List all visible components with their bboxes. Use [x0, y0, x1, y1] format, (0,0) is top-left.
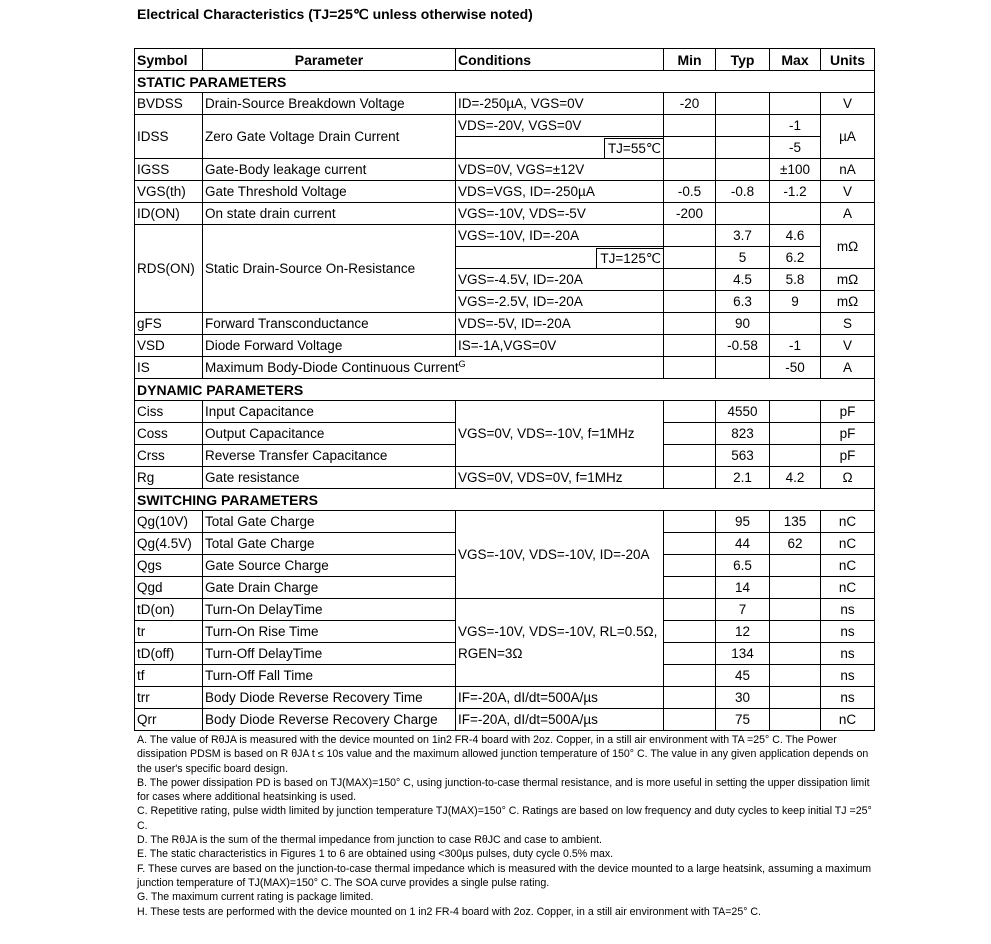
parameter-cell: Gate Threshold Voltage	[203, 181, 456, 203]
symbol-cell: gFS	[135, 313, 203, 335]
symbol-cell: BVDSS	[135, 93, 203, 115]
typ-cell: 823	[716, 423, 770, 445]
table-row	[135, 687, 875, 709]
max-cell: -1	[770, 115, 821, 137]
unit-cell: ns	[821, 665, 875, 687]
max-cell: 9	[770, 291, 821, 313]
table-row	[135, 401, 875, 423]
parameter-cell: On state drain current	[203, 203, 456, 225]
symbol-cell: Ciss	[135, 401, 203, 423]
table-row	[135, 335, 875, 357]
parameter-cell: Gate Drain Charge	[203, 577, 456, 599]
symbol-cell: tD(off)	[135, 643, 203, 665]
max-cell	[770, 93, 821, 115]
page-title: Electrical Characteristics (TJ=25℃ unless otherwise noted)	[137, 6, 533, 22]
table-row	[135, 599, 875, 621]
parameter-cell: Gate Source Charge	[203, 555, 456, 577]
table-row	[135, 159, 875, 181]
table-row	[135, 115, 875, 137]
header-units: Units	[821, 49, 875, 71]
parameter-cell: Zero Gate Voltage Drain Current	[203, 115, 456, 159]
unit-cell: V	[821, 181, 875, 203]
switch-condition-line2: RGEN=3Ω	[458, 645, 523, 661]
typ-cell: 30	[716, 687, 770, 709]
typ-cell: 45	[716, 665, 770, 687]
parameter-cell: Output Capacitance	[203, 423, 456, 445]
typ-cell: 4.5	[716, 269, 770, 291]
typ-cell: 75	[716, 709, 770, 731]
condition-cell: VDS=VGS, ID=-250µA	[456, 181, 664, 203]
unit-cell: V	[821, 335, 875, 357]
typ-cell: 3.7	[716, 225, 770, 247]
condition-cell: IF=-20A, dI/dt=500A/µs	[456, 687, 664, 709]
footnote-h: H. These tests are performed with the device mounted on 1 in2 FR-4 board with 2oz. Copper, in a still air environment with TA=25° C.	[137, 905, 761, 918]
typ-cell: 6.5	[716, 555, 770, 577]
footnotes	[137, 733, 877, 919]
typ-cell: 44	[716, 533, 770, 555]
table-row	[135, 181, 875, 203]
symbol-cell: Crss	[135, 445, 203, 467]
unit-cell: ns	[821, 621, 875, 643]
typ-cell: 563	[716, 445, 770, 467]
section-static: STATIC PARAMETERS	[135, 71, 875, 93]
max-cell: -1.2	[770, 181, 821, 203]
condition-cell: VGS=-10V, VDS=-10V, ID=-20A	[456, 511, 664, 599]
section-switching: SWITCHING PARAMETERS	[135, 489, 875, 511]
max-cell: 4.2	[770, 467, 821, 489]
typ-cell: -0.8	[716, 181, 770, 203]
unit-cell: A	[821, 357, 875, 379]
footnote-e: E. The static characteristics in Figures 1 to 6 are obtained using <300µs pulses, duty cycle 0.5% max.	[137, 848, 614, 861]
max-cell: 62	[770, 533, 821, 555]
symbol-cell: IGSS	[135, 159, 203, 181]
parameter-cell: Turn-Off DelayTime	[203, 643, 456, 665]
parameter-cell: Body Diode Reverse Recovery Time	[203, 687, 456, 709]
max-cell: 135	[770, 511, 821, 533]
symbol-cell: tr	[135, 621, 203, 643]
header-parameter: Parameter	[203, 49, 456, 71]
unit-cell: nC	[821, 533, 875, 555]
header-conditions: Conditions	[456, 49, 664, 71]
parameter-cell: Total Gate Charge	[203, 511, 456, 533]
unit-cell: nC	[821, 577, 875, 599]
footnote-g: G. The maximum current rating is package limited.	[137, 891, 374, 904]
min-cell: -0.5	[664, 181, 716, 203]
unit-cell: pF	[821, 445, 875, 467]
footnote-f: F. These curves are based on the junction-to-case thermal impedance which is measured with the device mounted to a large heatsink, assuming a maximum junction temperature of TJ(MAX)=150° C. The SOA curve provides a single pulse rating.	[137, 862, 872, 889]
symbol-cell: VGS(th)	[135, 181, 203, 203]
parameter-cell: Static Drain-Source On-Resistance	[203, 225, 456, 313]
unit-cell: Ω	[821, 467, 875, 489]
unit-cell: A	[821, 203, 875, 225]
table-row	[135, 225, 875, 247]
unit-cell: nA	[821, 159, 875, 181]
tj-condition: TJ=55℃	[604, 138, 664, 159]
symbol-cell: Qg(4.5V)	[135, 533, 203, 555]
parameter-cell	[203, 357, 664, 379]
unit-cell: ns	[821, 687, 875, 709]
unit-cell: S	[821, 313, 875, 335]
table-row	[135, 203, 875, 225]
condition-cell: VGS=-4.5V, ID=-20A	[456, 269, 664, 291]
condition-cell: VGS=-2.5V, ID=-20A	[456, 291, 664, 313]
condition-cell: VDS=-5V, ID=-20A	[456, 313, 664, 335]
max-cell: -50	[770, 357, 821, 379]
parameter-cell: Turn-On DelayTime	[203, 599, 456, 621]
typ-cell	[716, 93, 770, 115]
table-row	[135, 357, 875, 379]
condition-cell: VGS=-10V, ID=-20A	[456, 225, 664, 247]
max-cell: -5	[770, 137, 821, 159]
typ-cell: 90	[716, 313, 770, 335]
symbol-cell: Qgd	[135, 577, 203, 599]
symbol-cell: tD(on)	[135, 599, 203, 621]
typ-cell: 12	[716, 621, 770, 643]
typ-cell: -0.58	[716, 335, 770, 357]
electrical-characteristics-table	[134, 48, 875, 731]
parameter-label: Maximum Body-Diode Continuous Current	[205, 359, 459, 375]
typ-cell: 4550	[716, 401, 770, 423]
typ-cell: 95	[716, 511, 770, 533]
footnote-d: D. The RθJA is the sum of the thermal impedance from junction to case RθJC and case to ambient.	[137, 834, 602, 847]
parameter-cell: Turn-On Rise Time	[203, 621, 456, 643]
max-cell: 6.2	[770, 247, 821, 269]
unit-cell: pF	[821, 401, 875, 423]
symbol-cell: RDS(ON)	[135, 225, 203, 313]
symbol-cell: VSD	[135, 335, 203, 357]
condition-cell: IS=-1A,VGS=0V	[456, 335, 664, 357]
parameter-cell: Gate-Body leakage current	[203, 159, 456, 181]
max-cell: 4.6	[770, 225, 821, 247]
typ-cell: 6.3	[716, 291, 770, 313]
symbol-cell: tf	[135, 665, 203, 687]
condition-cell	[456, 599, 664, 687]
min-cell: -20	[664, 93, 716, 115]
condition-cell: VDS=-20V, VGS=0V	[456, 115, 664, 137]
condition-cell: VGS=-10V, VDS=-5V	[456, 203, 664, 225]
parameter-cell: Turn-Off Fall Time	[203, 665, 456, 687]
parameter-cell: Diode Forward Voltage	[203, 335, 456, 357]
condition-cell: VGS=0V, VDS=0V, f=1MHz	[456, 467, 664, 489]
min-cell: -200	[664, 203, 716, 225]
condition-cell: IF=-20A, dI/dt=500A/µs	[456, 709, 664, 731]
unit-cell: nC	[821, 709, 875, 731]
unit-cell: pF	[821, 423, 875, 445]
footnote-a: A. The value of RθJA is measured with the device mounted on 1in2 FR-4 board with 2oz. Copper, in a still air environment with TA =25° C. The Power dissipation PDSM is based on R θJA t ≤ 10s value and the maximum allowed junction temperature of 150° C. The value in any given application depends on the user's specific board design.	[137, 734, 869, 775]
unit-cell: mΩ	[821, 269, 875, 291]
unit-cell: nC	[821, 555, 875, 577]
tj-condition: TJ=125℃	[596, 248, 663, 269]
header-max: Max	[770, 49, 821, 71]
condition-cell: VDS=0V, VGS=±12V	[456, 159, 664, 181]
max-cell: 5.8	[770, 269, 821, 291]
parameter-cell: Forward Transconductance	[203, 313, 456, 335]
unit-cell: ns	[821, 599, 875, 621]
table-row	[135, 467, 875, 489]
table-row	[135, 709, 875, 731]
typ-cell: 134	[716, 643, 770, 665]
max-cell: ±100	[770, 159, 821, 181]
footnote-c: C. Repetitive rating, pulse width limited by junction temperature TJ(MAX)=150° C. Ratings are based on low frequency and duty cycles to keep initial TJ =25° C.	[137, 805, 872, 832]
symbol-cell: IDSS	[135, 115, 203, 159]
typ-cell: 14	[716, 577, 770, 599]
parameter-cell: Body Diode Reverse Recovery Charge	[203, 709, 456, 731]
symbol-cell: Qrr	[135, 709, 203, 731]
table-row	[135, 511, 875, 533]
symbol-cell: Qg(10V)	[135, 511, 203, 533]
footnote-marker: G	[458, 358, 466, 369]
symbol-cell: Coss	[135, 423, 203, 445]
parameter-cell: Input Capacitance	[203, 401, 456, 423]
parameter-cell: Drain-Source Breakdown Voltage	[203, 93, 456, 115]
table-row	[135, 313, 875, 335]
unit-cell: nC	[821, 511, 875, 533]
max-cell: -1	[770, 335, 821, 357]
symbol-cell: Qgs	[135, 555, 203, 577]
parameter-cell: Total Gate Charge	[203, 533, 456, 555]
symbol-cell: trr	[135, 687, 203, 709]
section-dynamic: DYNAMIC PARAMETERS	[135, 379, 875, 401]
header-symbol: Symbol	[135, 49, 203, 71]
header-min: Min	[664, 49, 716, 71]
table-header-row	[135, 49, 875, 71]
condition-cell: ID=-250µA, VGS=0V	[456, 93, 664, 115]
unit-cell: V	[821, 93, 875, 115]
typ-cell: 5	[716, 247, 770, 269]
unit-cell: mΩ	[821, 291, 875, 313]
header-typ: Typ	[716, 49, 770, 71]
unit-cell: ns	[821, 643, 875, 665]
symbol-cell: Rg	[135, 467, 203, 489]
typ-cell: 7	[716, 599, 770, 621]
symbol-cell: ID(ON)	[135, 203, 203, 225]
switch-condition-line1: VGS=-10V, VDS=-10V, RL=0.5Ω,	[458, 623, 658, 639]
unit-cell: µA	[821, 115, 875, 159]
symbol-cell: IS	[135, 357, 203, 379]
footnote-b: B. The power dissipation PD is based on TJ(MAX)=150° C, using junction-to-case thermal resistance, and is more useful in setting the upper dissipation limit for cases where additional heatsinking is used.	[137, 776, 870, 804]
parameter-cell: Reverse Transfer Capacitance	[203, 445, 456, 467]
condition-cell: VGS=0V, VDS=-10V, f=1MHz	[456, 401, 664, 467]
unit-cell: mΩ	[821, 225, 875, 269]
parameter-cell: Gate resistance	[203, 467, 456, 489]
typ-cell: 2.1	[716, 467, 770, 489]
table-row	[135, 93, 875, 115]
